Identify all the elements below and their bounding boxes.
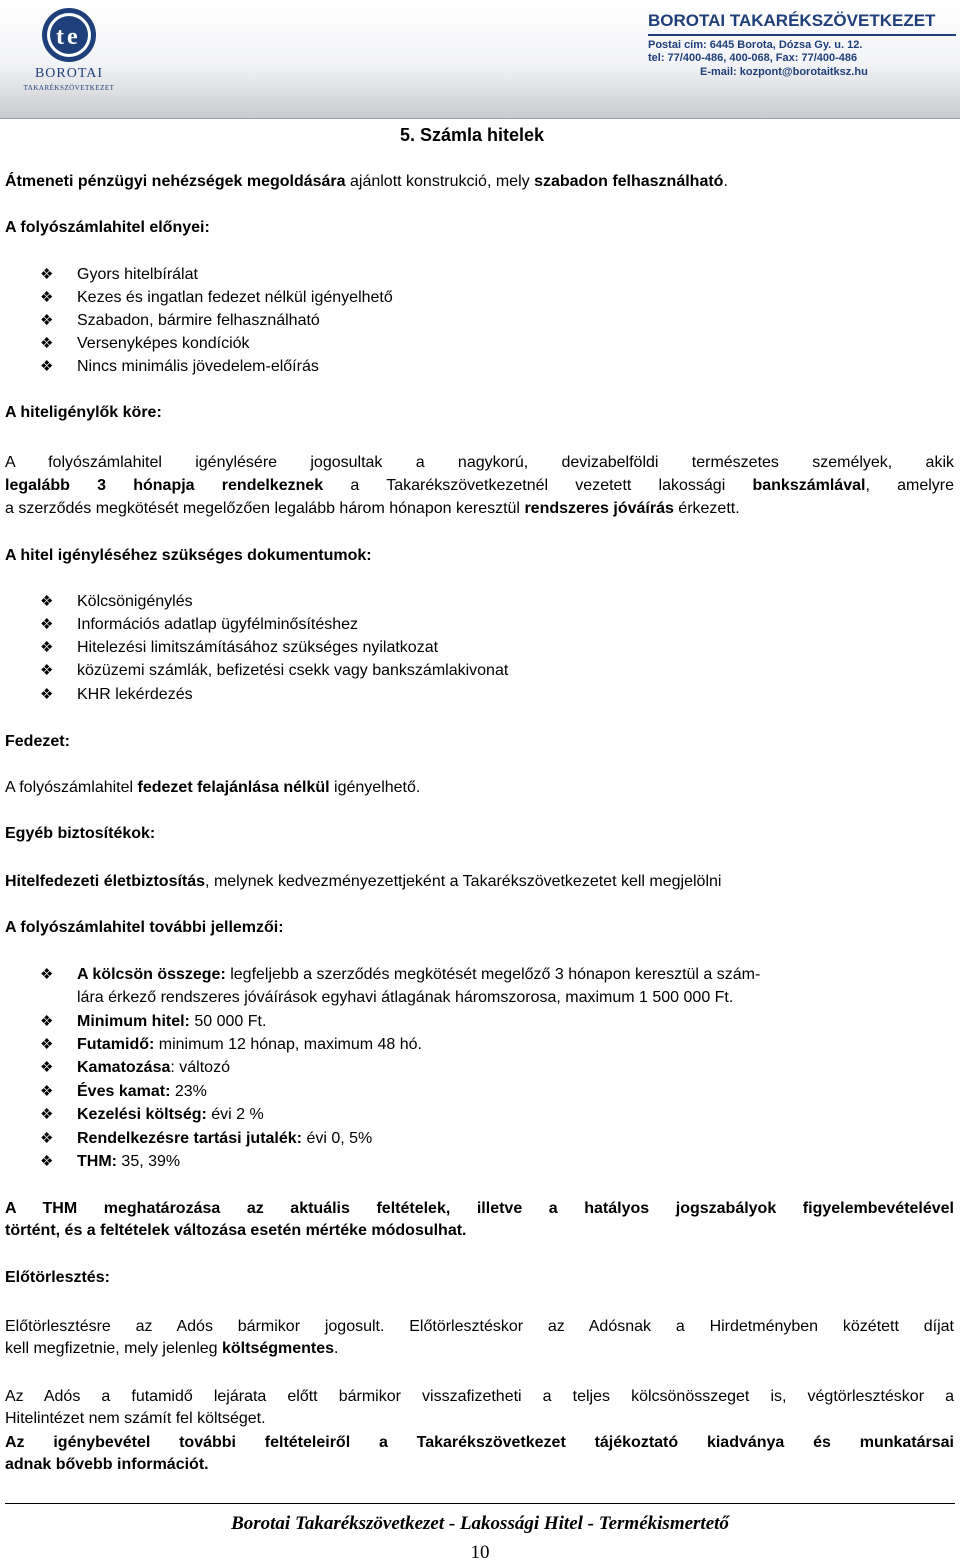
- diamond-bullet-icon: ❖: [40, 266, 54, 283]
- eligible-line-3: a szerződés megkötését megelőzően legalább három hónapon keresztül rendszeres jóváírás érkezett.: [5, 500, 740, 517]
- diamond-bullet-icon: ❖: [40, 312, 54, 329]
- diamond-bullet-icon: ❖: [40, 335, 54, 352]
- list-item-continuation: lára érkező rendszeres jóváírások egyhavi átlagának háromszorosa, maximum 1 500 000 Ft.: [77, 989, 734, 1006]
- diamond-bullet-icon: ❖: [40, 1130, 54, 1147]
- logo-subtitle: TAKARÉKSZÖVETKEZET: [23, 84, 115, 92]
- svg-text:t: t: [56, 24, 64, 50]
- diamond-bullet-icon: ❖: [40, 966, 54, 983]
- diamond-bullet-icon: ❖: [40, 1059, 54, 1076]
- letterhead: [0, 0, 960, 119]
- diamond-bullet-icon: ❖: [40, 639, 54, 656]
- diamond-bullet-icon: ❖: [40, 662, 54, 679]
- logo-emblem-icon: [18, 6, 120, 66]
- thm-note-line-1: A THM meghatározása az aktuális feltételek, illetve a hatályos jogszabályok figyelembevételével: [5, 1200, 954, 1217]
- logo-name: BOROTAI: [34, 66, 104, 81]
- footer-title: Borotai Takarékszövetkezet - Lakossági Hitel - Termékismertető: [231, 1513, 729, 1534]
- prepayment-p3-line-1: Az igénybevétel további feltételeiről a Takarékszövetkezet tájékoztató kiadványa és munkatársai: [5, 1434, 954, 1451]
- footer-rule: [5, 1503, 955, 1504]
- diamond-bullet-icon: ❖: [40, 616, 54, 633]
- svg-text:e: e: [67, 24, 78, 50]
- header-rule: [648, 34, 956, 36]
- diamond-bullet-icon: ❖: [40, 1013, 54, 1030]
- section-title: 5. Számla hitelek: [400, 125, 545, 145]
- diamond-bullet-icon: ❖: [40, 593, 54, 610]
- diamond-bullet-icon: ❖: [40, 358, 54, 375]
- collateral-text: A folyószámlahitel fedezet felajánlása nélkül igényelhető.: [5, 779, 421, 796]
- diamond-bullet-icon: ❖: [40, 1036, 54, 1053]
- thm-note-line-2: történt, és a feltételek változása esetén mértéke módosulhat.: [5, 1222, 467, 1239]
- company-email: E-mail: kozpont@borotaitksz.hu: [700, 66, 868, 78]
- features-heading: A folyószámlahitel további jellemzői:: [5, 919, 284, 936]
- diamond-bullet-icon: ❖: [40, 289, 54, 306]
- prepayment-heading: Előtörlesztés:: [5, 1269, 110, 1286]
- prepayment-p2-line-2: Hitelintézet nem számít fel költséget.: [5, 1410, 266, 1427]
- advantages-heading: A folyószámlahitel előnyei:: [5, 219, 210, 236]
- company-address: Postai cím: 6445 Borota, Dózsa Gy. u. 12.: [648, 39, 863, 51]
- diamond-bullet-icon: ❖: [40, 1153, 54, 1170]
- prepayment-p1-line-2: kell megfizetnie, mely jelenleg költségmentes.: [5, 1340, 339, 1357]
- diamond-bullet-icon: ❖: [40, 686, 54, 703]
- diamond-bullet-icon: ❖: [40, 1106, 54, 1123]
- company-logo: [18, 6, 120, 110]
- documents-heading: A hitel igényléséhez szükséges dokumentumok:: [5, 547, 372, 564]
- prepayment-p1-line-1: Előtörlesztésre az Adós bármikor jogosult. Előtörlesztéskor az Adósnak a Hirdetményben közétett díjat: [5, 1318, 954, 1335]
- prepayment-p2-line-1: Az Adós a futamidő lejárata előtt bármikor visszafizetheti a teljes kölcsönösszeget is, végtörlesztéskor a: [5, 1388, 954, 1405]
- prepayment-p3-line-2: adnak bővebb információt.: [5, 1456, 209, 1473]
- eligible-line-1: A folyószámlahitel igénylésére jogosultak a nagykorú, devizabelföldi természetes személyek, akik: [5, 454, 954, 471]
- company-phone: tel: 77/400-486, 400-068, Fax: 77/400-486: [648, 52, 858, 64]
- other-security-heading: Egyéb biztosítékok:: [5, 825, 156, 842]
- other-security-text: Hitelfedezeti életbiztosítás, melynek kedvezményezettjeként a Takarékszövetkezetet kell megjelölni: [5, 873, 722, 890]
- intro-text: Átmeneti pénzügyi nehézségek megoldására ajánlott konstrukció, mely szabadon felhasználható.: [5, 173, 728, 190]
- diamond-bullet-icon: ❖: [40, 1083, 54, 1100]
- eligible-heading: A hiteligénylők köre:: [5, 404, 162, 421]
- eligible-line-2: legalább 3 hónapja rendelkeznek a Takarékszövetkezetnél vezetett lakossági bankszámlával, amelyre: [5, 477, 955, 494]
- collateral-heading: Fedezet:: [5, 733, 70, 750]
- page-number: 10: [470, 1542, 490, 1563]
- company-name: BOROTAI TAKARÉKSZÖVETKEZET: [648, 11, 936, 30]
